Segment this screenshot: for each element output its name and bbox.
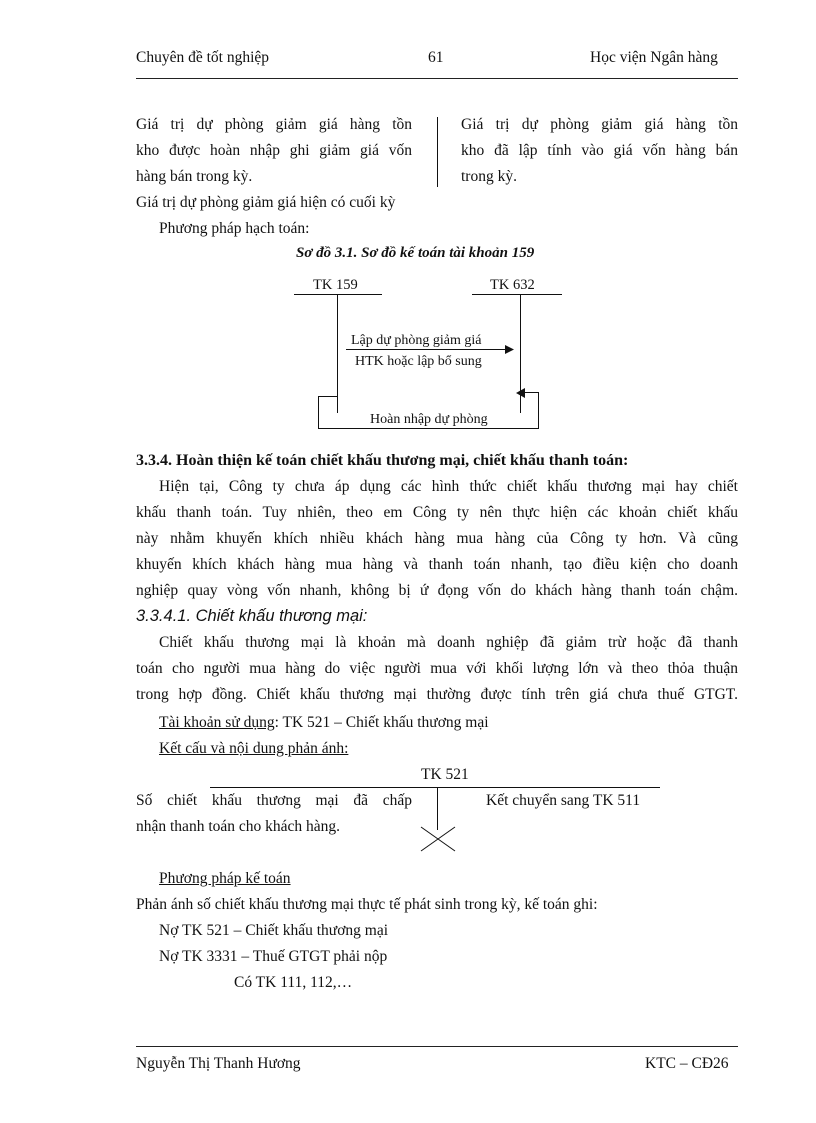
method-entry-debit-521: Nợ TK 521 – Chiết khấu thương mại <box>159 922 389 939</box>
method-label: Phương pháp kế toán <box>159 870 291 887</box>
structure-label: Kết cấu và nội dung phản ánh: <box>159 740 349 757</box>
tk159-left-line-1: Giá trị dự phòng giảm giá hàng tồn <box>136 116 412 133</box>
arrow-head-right-icon <box>505 345 515 354</box>
section-line-5: nghiệp quay vòng vốn nhanh, không bị ứ đọng vốn do khách hàng thanh toán chậm. <box>136 582 738 599</box>
section-line-2: khấu thanh toán. Tuy nhiên, theo em Công ty nên thực hiện các khoản chiết khấu <box>136 504 738 521</box>
diagram-provision-arrow <box>346 349 508 350</box>
diagram-account-632-underline <box>472 294 562 295</box>
section-line-4: khuyến khích khách hàng mua hàng và thanh toán nhanh, tạo điều kiện cho doanh <box>136 556 738 573</box>
footer-rule <box>136 1046 738 1047</box>
arrow-head-left-icon <box>516 388 526 398</box>
page-number: 61 <box>428 49 444 66</box>
header-institution: Học viện Ngân hàng <box>590 49 718 66</box>
cross-mark-icon <box>420 826 456 852</box>
subsection-heading: 3.3.4.1. Chiết khấu thương mại: <box>136 607 368 625</box>
accounting-method-label: Phương pháp hạch toán: <box>159 220 310 237</box>
section-line-1: Hiện tại, Công ty chưa áp dụng các hình thức chiết khấu thương mại hay chiết <box>159 478 738 495</box>
footer-code: KTC – CĐ26 <box>645 1055 729 1072</box>
subsection-line-1: Chiết khấu thương mại là khoản mà doanh nghiệp đã giảm trừ hoặc đã thanh <box>159 634 738 651</box>
method-entry-debit-3331: Nợ TK 3331 – Thuế GTGT phải nộp <box>159 948 388 965</box>
subsection-line-3: trong hợp đồng. Chiết khấu thương mại thường được tính trên giá chưa thuế GTGT. <box>136 686 738 703</box>
diagram-return-label: Hoàn nhập dự phòng <box>370 412 488 427</box>
tk521-debit-line-1: Số chiết khấu thương mại đã chấp <box>136 792 412 809</box>
section-heading: 3.3.4. Hoàn thiện kế toán chiết khấu thương mại, chiết khấu thanh toán: <box>136 452 629 469</box>
tk159-right-line-3: trong kỳ. <box>461 168 517 185</box>
diagram-arrow-label-2: HTK hoặc lập bổ sung <box>355 354 482 369</box>
account-used-label: Tài khoản sử dụng <box>159 714 275 731</box>
diagram-159-vertical <box>337 295 338 413</box>
section-line-3: này nhằm khuyến khích nhiều khách hàng mua hàng của Công ty hơn. Và cũng <box>136 530 738 547</box>
tk159-ending-balance: Giá trị dự phòng giảm giá hiện có cuối kỳ <box>136 194 396 211</box>
diagram-return-top-left <box>318 396 337 397</box>
tk159-right-line-2: kho đã lập tính vào giá vốn hàng bán <box>461 142 738 159</box>
diagram-account-159: TK 159 <box>313 277 358 293</box>
tk521-debit-line-2: nhận thanh toán cho khách hàng. <box>136 818 341 835</box>
diagram-title: Sơ đồ 3.1. Sơ đồ kế toán tài khoản 159 <box>296 245 535 261</box>
diagram-return-bottom <box>318 428 539 429</box>
diagram-account-159-underline <box>294 294 382 295</box>
method-intro: Phản ánh số chiết khấu thương mại thực tế phát sinh trong kỳ, kế toán ghi: <box>136 896 598 913</box>
tk159-right-line-1: Giá trị dự phòng giảm giá hàng tồn <box>461 116 738 133</box>
tk159-divider <box>437 117 438 187</box>
tk159-left-line-3: hàng bán trong kỳ. <box>136 168 253 185</box>
tk521-top-rule <box>210 787 660 788</box>
header-title: Chuyên đề tốt nghiệp <box>136 49 270 66</box>
diagram-return-left <box>318 396 319 429</box>
subsection-line-2: toán cho người mua hàng do việc người mua với khối lượng lớn và theo thỏa thuận <box>136 660 738 677</box>
tk521-divider <box>437 787 438 830</box>
tk159-left-line-2: kho được hoàn nhập ghi giảm giá vốn <box>136 142 412 159</box>
method-entry-credit: Có TK 111, 112,… <box>234 974 353 991</box>
diagram-arrow-label-1: Lập dự phòng giảm giá <box>351 333 482 348</box>
account-used-line <box>159 714 489 732</box>
diagram-return-right <box>538 392 539 429</box>
tk521-name: TK 521 <box>421 766 469 783</box>
account-used-value: : TK 521 – Chiết khấu thương mại <box>274 714 489 731</box>
tk521-credit-line-1: Kết chuyển sang TK 511 <box>486 792 641 809</box>
header-rule <box>136 78 738 79</box>
diagram-account-632: TK 632 <box>490 277 535 293</box>
footer-author: Nguyễn Thị Thanh Hương <box>136 1055 301 1072</box>
diagram-return-top-right <box>524 392 538 393</box>
